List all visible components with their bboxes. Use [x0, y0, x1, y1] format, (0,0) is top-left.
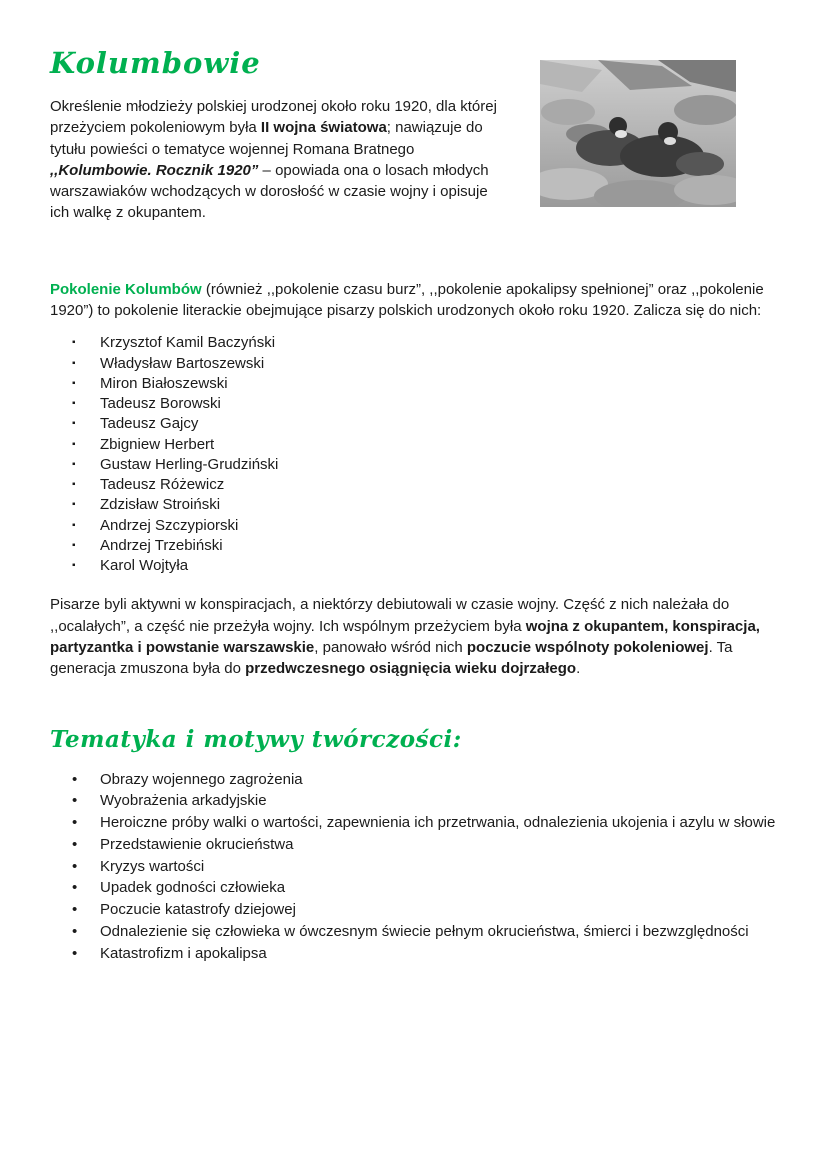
bullet-icon: • [72, 922, 78, 940]
bullet-icon: ▪ [72, 357, 76, 369]
text-segment: . Ta generacja zmuszona była do [50, 638, 733, 678]
list-item-text: Zbigniew Herbert [100, 435, 215, 453]
text-segment: wojna z okupantem, konspiracja, partyzantka i powstanie warszawskie [50, 617, 760, 656]
list-item-text: Heroiczne próby walki o wartości, zapewnienia ich przetrwania, odnalezienia ukojenia i azylu w słowie [100, 814, 776, 832]
list-item-text: Tadeusz Borowski [100, 395, 221, 413]
writers-list [50, 333, 778, 576]
list-item-text: Tadeusz Gajcy [100, 415, 199, 433]
bullet-icon: • [72, 901, 78, 919]
list-item-text: Tadeusz Różewicz [100, 476, 225, 494]
bullet-icon: • [72, 835, 78, 853]
list-item [50, 899, 778, 921]
text-segment: – opowiada ona o losach młodych warszawiaków wchodzących w dorosłość w czasie wojny i opisuje ich walkę z okupantem. [50, 161, 489, 222]
list-item [50, 536, 778, 556]
list-item [50, 790, 778, 812]
text-segment: przedwczesnego osiągnięcia wieku dojrzałego [245, 660, 577, 678]
list-item [50, 475, 778, 495]
text-segment: , panowało wśród nich [314, 638, 467, 656]
bullet-icon: • [72, 770, 78, 788]
bullet-icon: • [72, 944, 78, 962]
bullet-icon: • [72, 814, 78, 832]
list-item-text: Karol Wojtyła [100, 557, 189, 575]
list-item [50, 516, 778, 536]
bullet-icon: ▪ [72, 499, 76, 511]
bullet-icon: ▪ [72, 458, 76, 470]
bullet-icon: ▪ [72, 438, 76, 450]
bullet-icon: ▪ [72, 337, 76, 349]
list-item [50, 435, 778, 455]
list-item-text: Poczucie katastrofy dziejowej [100, 901, 296, 919]
list-item-text: Odnalezienie się człowieka w ówczesnym świecie pełnym okrucieństwa, śmierci i bezwzględności [100, 922, 749, 940]
list-item [50, 495, 778, 515]
text-segment: ,,Kolumbowie. Rocznik 1920” [50, 161, 259, 179]
text-segment: ; nawiązuje do tytułu powieści o tematyce wojennej Romana Bratnego [50, 119, 483, 158]
list-item [50, 455, 778, 475]
list-item [50, 394, 778, 414]
bullet-icon: ▪ [72, 377, 76, 389]
list-item [50, 556, 778, 576]
list-item [50, 834, 778, 856]
themes-list [50, 769, 778, 965]
list-item [50, 374, 778, 394]
text-segment: poczucie wspólnoty pokoleniowej [466, 638, 709, 656]
list-item [50, 354, 778, 374]
text-segment: II wojna światowa [260, 119, 387, 137]
list-item-text: Krzysztof Kamil Baczyński [100, 334, 276, 352]
themes-heading: Tematyka i motywy twórczości: [50, 725, 462, 753]
list-item [50, 943, 778, 965]
list-item-text: Kryzys wartości [100, 857, 205, 875]
list-item-text: Upadek godności człowieka [100, 879, 286, 897]
list-item [50, 333, 778, 353]
war-photo-illustration [540, 60, 736, 207]
list-item [50, 812, 778, 834]
page-title: Kolumbowie [50, 46, 261, 80]
bullet-icon: • [72, 857, 78, 875]
bullet-icon: ▪ [72, 398, 76, 410]
generation-paragraph [50, 279, 778, 322]
bullet-icon: ▪ [72, 519, 76, 531]
bullet-icon: ▪ [72, 418, 76, 430]
bullet-icon: ▪ [72, 479, 76, 491]
list-item-text: Andrzej Szczypiorski [100, 516, 239, 534]
list-item [50, 414, 778, 434]
summary-paragraph [50, 594, 778, 679]
list-item [50, 856, 778, 878]
bullet-icon: • [72, 879, 78, 897]
list-item-text: Zdzisław Stroiński [100, 496, 221, 514]
text-segment: Pisarze byli aktywni w konspiracjach, a niektórzy debiutowali w czasie wojny. Część z nich należała do ,,ocalałych”, a część nie przeżyła wojny. Ich wspólnym przeżyciem była [50, 596, 730, 635]
text-segment: . [576, 660, 581, 678]
bullet-icon: ▪ [72, 560, 76, 572]
list-item [50, 921, 778, 943]
war-soldiers-photo [540, 60, 736, 207]
list-item-text: Andrzej Trzebiński [100, 536, 223, 554]
list-item-text: Miron Białoszewski [100, 374, 228, 392]
list-item-text: Obrazy wojennego zagrożenia [100, 770, 303, 788]
list-item-text: Przedstawienie okrucieństwa [100, 835, 294, 853]
list-item-text: Gustaw Herling-Grudziński [100, 455, 279, 473]
text-segment: Pokolenie Kolumbów [50, 280, 202, 298]
text-segment: (również ,,pokolenie czasu burz”, ,,pokolenie apokalipsy spełnionej” oraz ,,pokolenie 1920”) to pokolenie literackie obejmujące pisarzy polskich urodzonych około roku 1920. Zalicza się do nich: [50, 280, 764, 320]
list-item-text: Katastrofizm i apokalipsa [100, 944, 267, 962]
bullet-icon: • [72, 792, 78, 810]
bullet-icon: ▪ [72, 539, 76, 551]
list-item [50, 769, 778, 791]
list-item-text: Wyobrażenia arkadyjskie [100, 792, 267, 810]
text-segment: Określenie młodzieży polskiej urodzonej około roku 1920, dla której przeżyciem pokoleniowym była [50, 98, 497, 137]
list-item-text: Władysław Bartoszewski [100, 354, 265, 372]
list-item [50, 877, 778, 899]
